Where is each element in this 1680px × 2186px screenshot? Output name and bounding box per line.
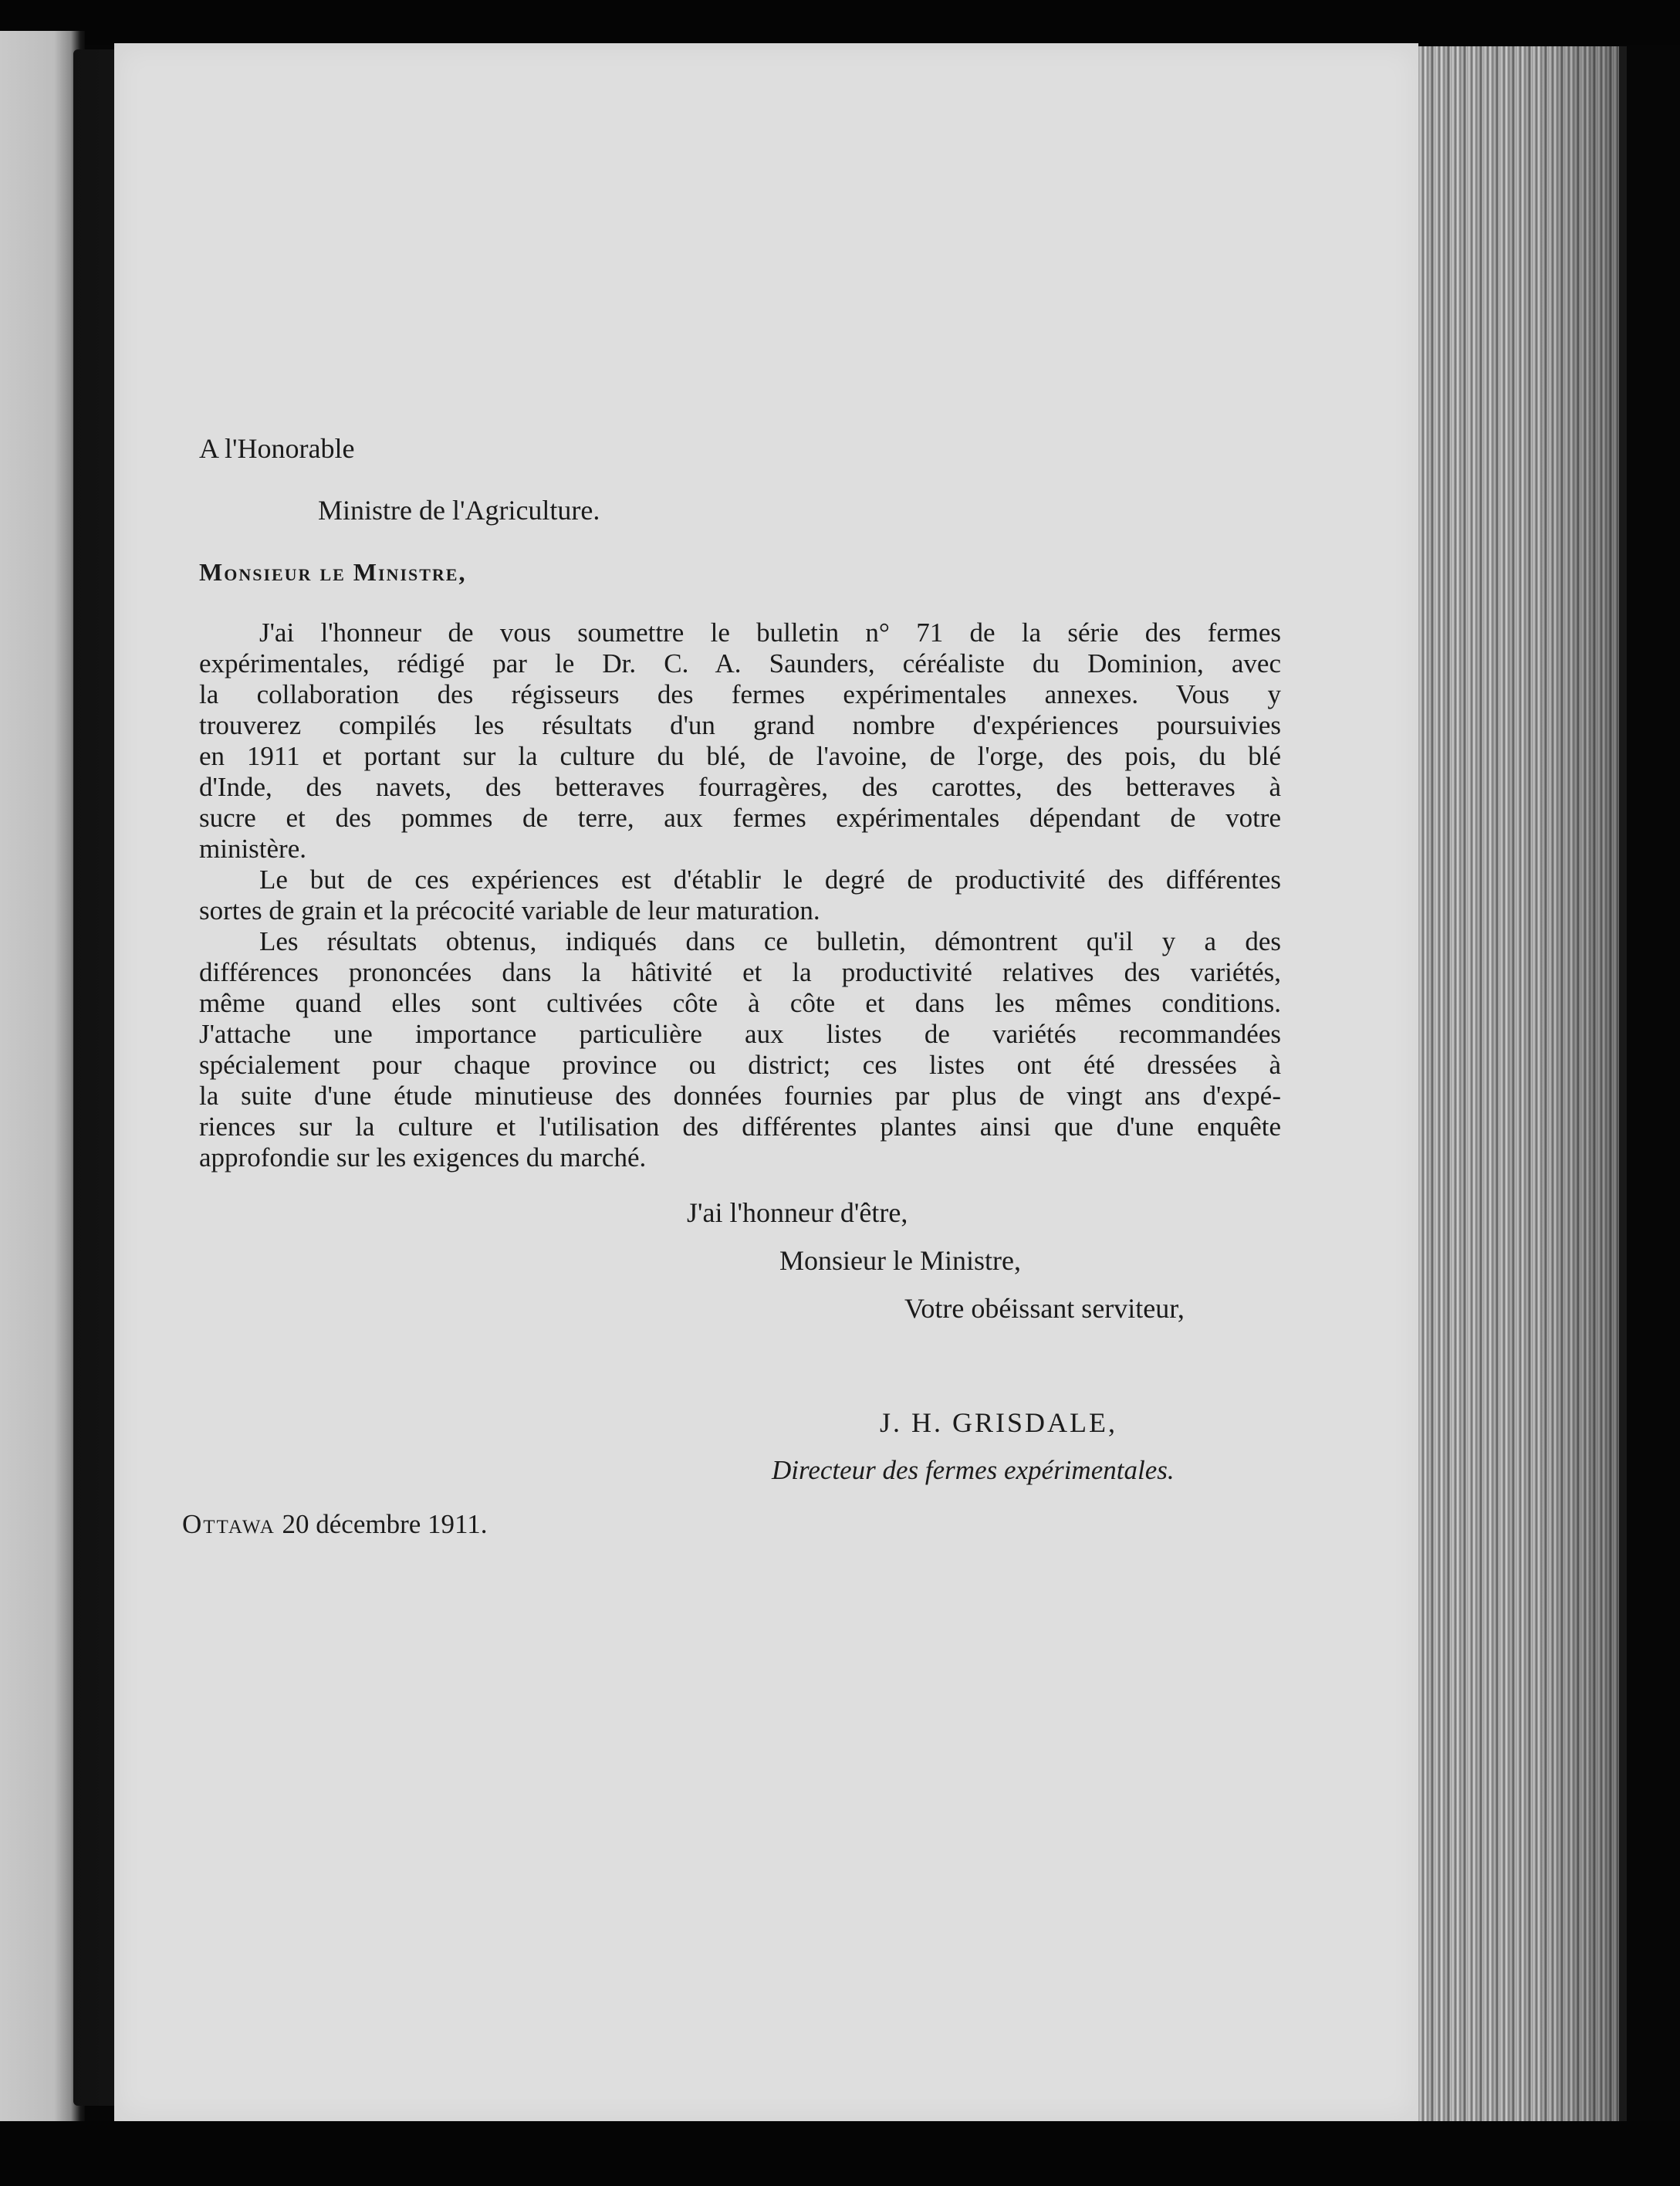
scan-bottom-border — [0, 2121, 1680, 2186]
paragraph-line: ministère. — [199, 834, 306, 864]
paragraph-line: riences sur la culture et l'utilisation des différentes plantes ainsi que d'une enquête — [199, 1112, 1281, 1142]
facing-page-edge — [0, 31, 85, 2186]
signature-title: Directeur des fermes expérimentales. — [772, 1455, 1175, 1485]
paragraph-line: d'Inde, des navets, des betteraves fourragères, des carottes, des betteraves à — [199, 772, 1281, 802]
date-value: 20 décembre 1911. — [282, 1509, 488, 1539]
paragraph-line: la collaboration des régisseurs des fermes expérimentales annexes. Vous y — [199, 679, 1281, 709]
paragraph-line: approfondie sur les exigences du marché. — [199, 1142, 647, 1173]
paragraph-line: même quand elles sont cultivées côte à côte et dans les mêmes conditions. — [199, 988, 1281, 1018]
date-line — [182, 1508, 487, 1541]
salutation: A l'Honorable — [199, 433, 355, 464]
scan-top-border — [0, 0, 1680, 45]
date-city: Ottawa — [182, 1509, 275, 1539]
closing-line: Monsieur le Ministre, — [779, 1245, 1021, 1276]
paragraph-line: spécialement pour chaque province ou district; ces listes ont été dressées à — [199, 1050, 1281, 1080]
signature-name: J. H. GRISDALE, — [880, 1407, 1118, 1438]
paragraph-line: J'attache une importance particulière aux listes de variétés recommandées — [199, 1019, 1281, 1049]
paragraph-line: la suite d'une étude minutieuse des données fournies par plus de vingt ans d'expé- — [199, 1081, 1281, 1111]
closing-line: Votre obéissant serviteur, — [904, 1293, 1185, 1324]
paragraph-line: Le but de ces expériences est d'établir le degré de productivité des différentes — [259, 865, 1281, 895]
paragraph-line: Les résultats obtenus, indiqués dans ce bulletin, démontrent qu'il y a des — [259, 926, 1281, 956]
paragraph-line: en 1911 et portant sur la culture du blé, de l'avoine, de l'orge, des pois, du blé — [199, 741, 1281, 771]
book-cover-edge — [1619, 46, 1627, 2121]
paragraph-line: sortes de grain et la précocité variable de leur maturation. — [199, 895, 820, 925]
closing-line: J'ai l'honneur d'être, — [687, 1197, 908, 1228]
book-page-edges-shade — [1418, 46, 1619, 2121]
paragraph-line: expérimentales, rédigé par le Dr. C. A. Saunders, céréaliste du Dominion, avec — [199, 648, 1281, 678]
addressee: Ministre de l'Agriculture. — [318, 495, 600, 526]
paragraph-line: sucre et des pommes de terre, aux fermes expérimentales dépendant de votre — [199, 803, 1281, 833]
greeting: Monsieur le Ministre, — [199, 558, 467, 586]
paragraph-line: J'ai l'honneur de vous soumettre le bulletin n° 71 de la série des fermes — [259, 618, 1281, 648]
paragraph-line: trouverez compilés les résultats d'un grand nombre d'expériences poursuivies — [199, 710, 1281, 740]
paragraph-line: différences prononcées dans la hâtivité et la productivité relatives des variétés, — [199, 957, 1281, 987]
